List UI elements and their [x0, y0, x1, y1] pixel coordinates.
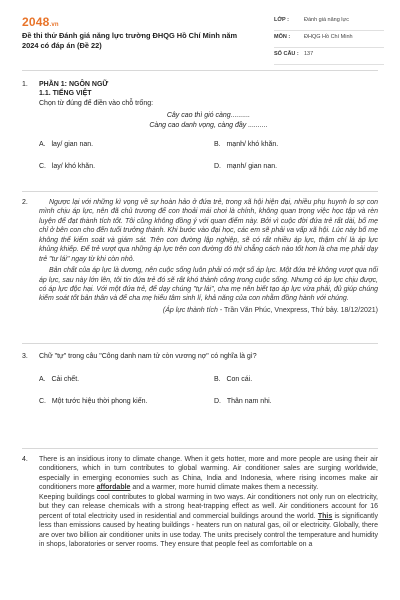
divider — [22, 70, 378, 71]
meta-key: SỐ CÂU : — [274, 51, 299, 57]
meta-key: MÔN : — [274, 34, 291, 40]
site-logo[interactable] — [22, 14, 59, 30]
passage-paragraph: Keeping buildings cool contributes to global warming in two ways. Air conditioners not only run on electricity, but they can release chemicals with a strong heat-trapping effect as well. Air conditioners account for 16 percent of total electricity used in residential and commercial buildings around the world. This is significantly less than emissions caused by heating buildings - heaters run on natural gas, oil or electricity. Globally, there are over two billion air conditioner units in use today. The units precisely control the temperature and humidity in shops, laboratories or server rooms. They ensure that people feel as comfortable on a — [39, 493, 378, 548]
answer-options — [39, 367, 378, 409]
meta-row-subject — [274, 31, 384, 48]
option-b[interactable]: B. mạnh/ khó khăn. — [214, 141, 279, 149]
divider — [22, 191, 378, 192]
exam-title: Đề thi thử Đánh giá năng lực trường ĐHQG Hồ Chí Minh năm 2024 có đáp án (Đề 22) — [22, 31, 238, 51]
part-heading: PHẦN 1: NGÔN NGỮ — [39, 81, 109, 88]
answer-options — [39, 136, 378, 180]
option-d[interactable]: D. Thân nam nhi. — [214, 398, 272, 406]
passage-paragraph: Ngược lại với những kì vọng về sự hoàn hảo ở đứa trẻ, trong xã hội hiện đại, nhiều phụ huynh lo sợ con mình chịu áp lực, nên đã chủ trương để con thoải mái chơi là chính, không quan trọng việc học tập và rèn luyện để đạt thành tích tốt. Tôi cũng không đồng ý với quan điểm này. Bởi vì cuộc đời đứa trẻ rất dài, bố mẹ chỉ ở bên con cho đến tuổi trưởng thành. Khi bước vào đại học, các em sẽ phải va vấp xã hội. Lúc này bố mẹ không thể kiểm soát và giám sát. Trên con đường lập nghiệp, sẽ có rất nhiều áp lực, thậm chí là áp lực khủng khiếp. Để trẻ vượt qua những áp lực trên con đường đó thì chẳng cách nào tốt hơn là cha mẹ phải dạy trẻ "tư lái" ngay từ khi còn nhỏ. — [39, 199, 378, 263]
option-c[interactable]: C. Một tước hiệu thời phong kiến. — [39, 398, 148, 406]
option-d[interactable]: D. mạnh/ gian nan. — [214, 163, 278, 171]
meta-value: 137 — [304, 51, 314, 57]
question-number: 2. — [22, 199, 28, 206]
divider — [22, 343, 378, 344]
logo-suffix: .vn — [49, 22, 59, 28]
option-a[interactable]: A. Cải chết. — [39, 376, 80, 384]
underlined-word: This — [317, 512, 333, 520]
exam-meta — [274, 14, 384, 65]
question-number: 3. — [22, 353, 28, 360]
question-prompt: Chọn từ đúng để điền vào chỗ trống: — [39, 99, 154, 107]
question-3 — [22, 352, 378, 409]
verse-line: Cây cao thì gió càng.......... — [166, 112, 251, 120]
logo-text: 2048 — [22, 15, 50, 29]
passage-source: (Áp lực thành tích - Trần Văn Phúc, Vnexpress, Thứ bảy. 18/12/2021) — [162, 306, 378, 314]
meta-row-class — [274, 14, 384, 31]
question-1 — [22, 80, 378, 180]
option-a[interactable]: A. lay/ gian nan. — [39, 141, 94, 149]
question-number: 1. — [22, 81, 28, 88]
meta-value: ĐHQG Hồ Chí Minh — [304, 34, 353, 40]
section-heading: 1.1. TIẾNG VIỆT — [39, 90, 92, 98]
question-number: 4. — [22, 456, 28, 463]
meta-row-count — [274, 48, 384, 65]
question-prompt: Chữ "tự" trong câu "Công danh nam tử còn vương nợ" có nghĩa là gì? — [39, 353, 257, 360]
option-c[interactable]: C. lay/ khó khăn. — [39, 163, 96, 171]
option-b[interactable]: B. Con cái. — [214, 376, 253, 384]
page-header — [22, 14, 382, 62]
passage-paragraph: Bản chất của áp lực là dương, nên cuộc sống luôn phải có một số áp lực. Một đứa trẻ không vượt qua nổi áp lực, sau này lớn lên, tôi tin đứa trẻ đó sẽ rất khó thành công trong cuộc sống. Nhưng có áp lực chịu được, có áp lực độc hại. Với một đứa trẻ, để dạy chúng "tự lái", cha mẹ nên biết tạo áp lực vừa phải, đủ giúp chúng kiếm soát tốt bản thân và để cha mẹ hiểu tâm sinh lí, khả năng của con nhằm đồng hành với chúng. — [39, 267, 378, 303]
underlined-word: affordable — [96, 484, 131, 492]
meta-value: Đánh giá năng lực — [304, 17, 349, 23]
verse-line: Càng cao danh vọng, càng đầy .......... — [149, 121, 268, 129]
passage-paragraph: There is an insidious irony to climate change. When it gets hotter, more and more people are using their air conditioners, which in turn contributes to global warming. Air conditioner sales are surging worldwide, especially in emerging economies such as China, India and Indonesia, where rising incomes make air conditioners more affordable and a warmer, more humid climate makes them a necessity. — [39, 456, 378, 492]
divider — [22, 448, 378, 449]
meta-key: LỚP : — [274, 17, 289, 23]
question-2 — [22, 198, 378, 315]
question-4 — [22, 455, 378, 549]
